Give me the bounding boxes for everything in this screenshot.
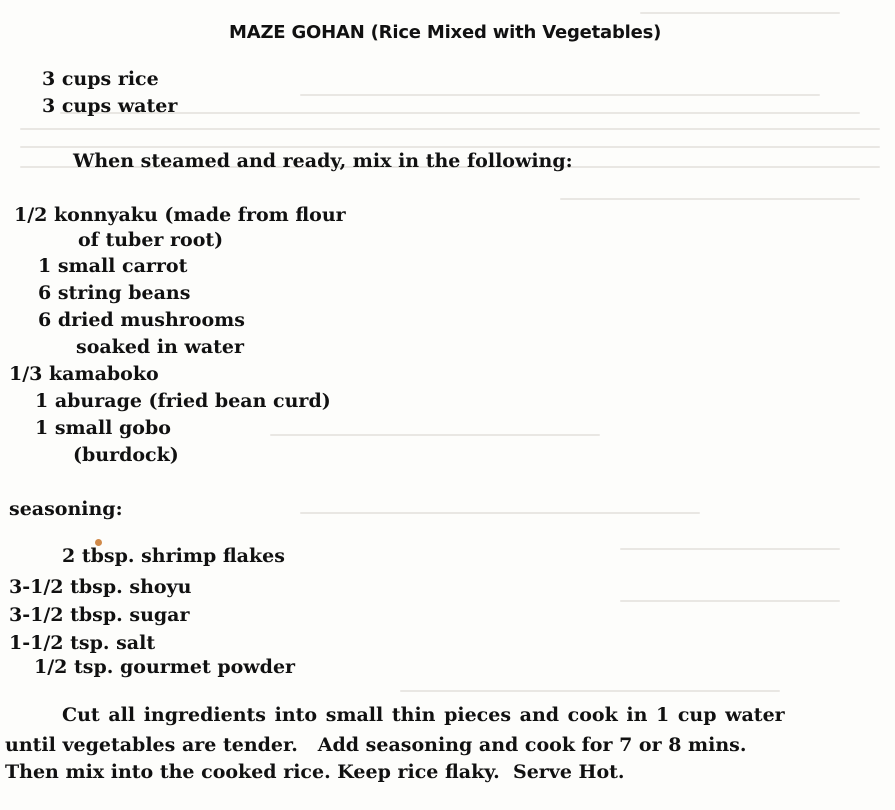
bleed-through-mark bbox=[20, 128, 880, 130]
vegetable-ingredient: 1 small gobo bbox=[35, 417, 171, 439]
bleed-through-mark bbox=[620, 548, 840, 550]
vegetable-ingredient: 1 small carrot bbox=[38, 255, 188, 277]
bleed-through-mark bbox=[300, 512, 700, 514]
seasoning-item: 1/2 tsp. gourmet powder bbox=[34, 656, 296, 678]
vegetable-ingredient: 6 string beans bbox=[38, 282, 191, 304]
mix-instruction: When steamed and ready, mix in the following: bbox=[73, 150, 573, 172]
recipe-title: MAZE GOHAN (Rice Mixed with Vegetables) bbox=[229, 22, 662, 43]
base-ingredient: 3 cups rice bbox=[42, 68, 159, 90]
vegetable-ingredient: (burdock) bbox=[73, 444, 179, 466]
vegetable-ingredient: 1/3 kamaboko bbox=[9, 363, 159, 385]
vegetable-ingredient: soaked in water bbox=[76, 336, 245, 358]
bleed-through-mark bbox=[560, 198, 860, 200]
vegetable-ingredient: 6 dried mushrooms bbox=[38, 309, 245, 331]
vegetable-ingredient: 1 aburage (fried bean curd) bbox=[35, 390, 331, 412]
bleed-through-mark bbox=[60, 112, 860, 114]
bleed-through-mark bbox=[20, 146, 880, 148]
seasoning-heading: seasoning: bbox=[9, 498, 123, 520]
seasoning-item: 3-1/2 tbsp. sugar bbox=[9, 604, 190, 626]
seasoning-item: 2 tbsp. shrimp flakes bbox=[62, 545, 285, 567]
seasoning-item: 1-1/2 tsp. salt bbox=[9, 632, 156, 654]
vegetable-ingredient: 1/2 konnyaku (made from flour bbox=[14, 204, 346, 226]
bleed-through-mark bbox=[640, 12, 840, 14]
directions-line: until vegetables are tender. Add seasoning and cook for 7 or 8 mins. bbox=[5, 734, 747, 756]
bleed-through-mark bbox=[400, 690, 780, 692]
base-ingredient: 3 cups water bbox=[42, 95, 178, 117]
directions-line: Then mix into the cooked rice. Keep rice flaky. Serve Hot. bbox=[5, 761, 625, 783]
vegetable-ingredient: of tuber root) bbox=[78, 229, 224, 251]
bleed-through-mark bbox=[620, 600, 840, 602]
directions-line: Cut all ingredients into small thin pieces and cook in 1 cup water bbox=[62, 704, 785, 726]
bleed-through-mark bbox=[300, 94, 820, 96]
bleed-through-mark bbox=[270, 434, 600, 436]
seasoning-item: 3-1/2 tbsp. shoyu bbox=[9, 576, 192, 598]
